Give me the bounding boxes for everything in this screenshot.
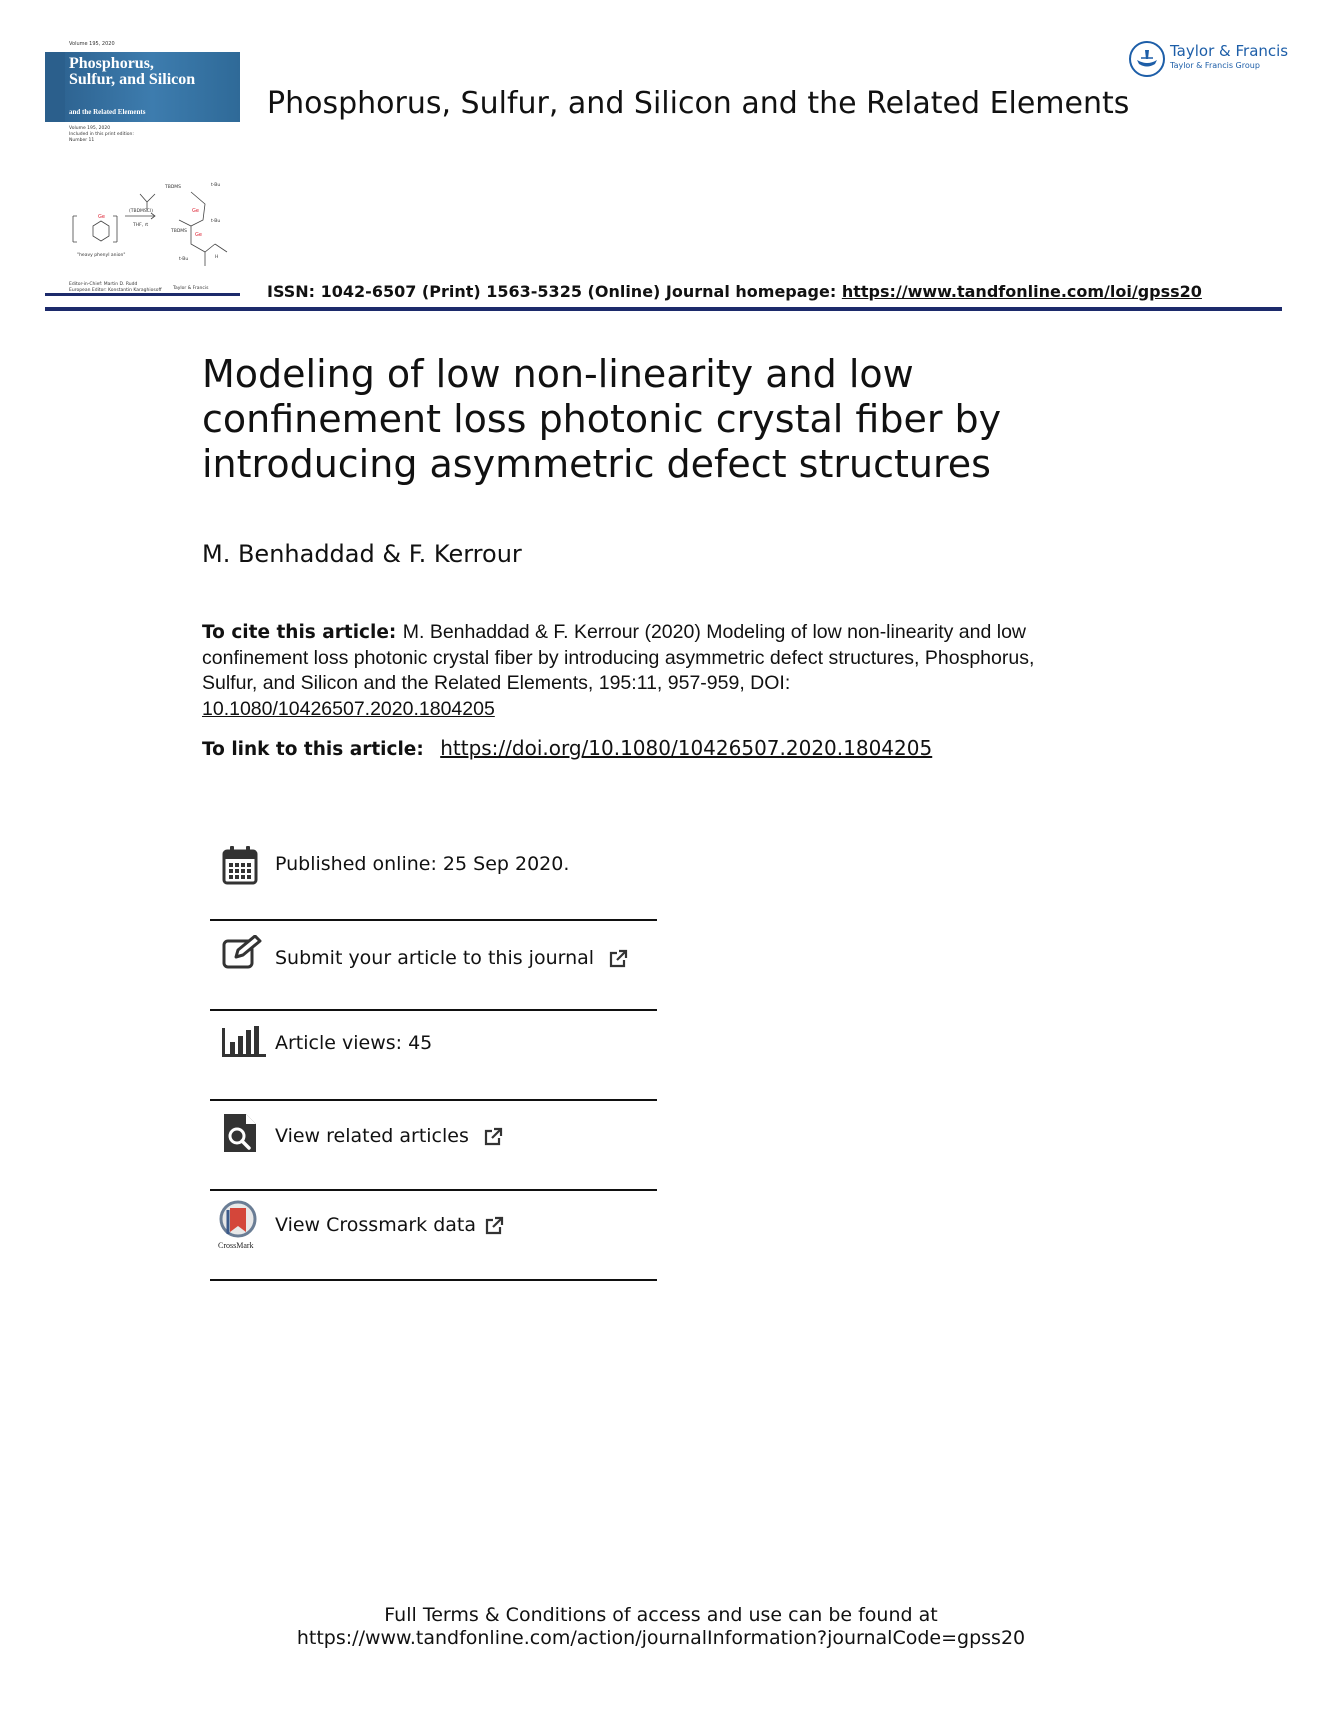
svg-text:THF, rt: THF, rt — [133, 223, 149, 228]
cover-subtitle: and the Related Elements — [69, 108, 146, 116]
svg-text:TBDMS: TBDMS — [165, 185, 182, 190]
footer-terms-text: Full Terms & Conditions of access and use can be found at — [384, 1604, 938, 1626]
publisher-logo[interactable] — [1128, 38, 1288, 78]
related-articles-row[interactable] — [210, 1112, 657, 1156]
footer-terms-link[interactable]: https://www.tandfonline.com/action/journalInformation?journalCode=gpss20 — [296, 1627, 1026, 1649]
terms-footer — [0, 1604, 1322, 1650]
published-online-text: Published online: 25 Sep 2020. — [275, 853, 570, 875]
external-link-icon — [484, 1216, 504, 1236]
cite-text: M. Benhaddad & F. Kerrour (2020) Modeling of low non-linearity and low confinement loss photonic crystal fiber by introducing asymmetric defect structures, Phosphorus, Sulfur, and Silicon and the Related Elements, 195:11, 957-959, DOI: — [202, 621, 1035, 694]
article-title: Modeling of low non-linearity and low confinement loss photonic crystal fiber by introducing asymmetric defect structures — [202, 352, 1002, 486]
cite-doi-link[interactable]: 10.1080/10426507.2020.1804205 — [202, 697, 495, 720]
cover-chemical-structure-image — [65, 174, 240, 274]
svg-text:Ge: Ge — [98, 214, 105, 220]
cover-volume-line: Volume 195, 2020 — [69, 41, 115, 47]
cover-title-band — [45, 52, 240, 122]
issn-text: ISSN: 1042-6507 (Print) 1563-5325 (Online) Journal homepage: — [267, 282, 842, 301]
article-views-row — [210, 1022, 657, 1062]
related-articles-link[interactable]: View related articles — [275, 1125, 469, 1147]
edit-icon — [222, 935, 262, 969]
cover-title: Phosphorus, Sulfur, and Silicon — [69, 55, 196, 88]
cover-editors: Editor-in-Chief: Martin D. Rudd European Editor: Konstantin Karaghiosoff — [69, 282, 162, 293]
svg-text:(TBDMSCl): (TBDMSCl) — [129, 209, 153, 214]
external-link-icon — [483, 1127, 503, 1147]
publisher-logo-icon — [1128, 40, 1166, 78]
svg-text:t-Bu: t-Bu — [211, 219, 221, 224]
cover-publisher: Taylor & Francis — [173, 286, 209, 291]
header-divider — [45, 307, 1282, 311]
search-document-icon — [222, 1112, 258, 1154]
citation-block — [202, 620, 1082, 722]
svg-text:t-Bu: t-Bu — [179, 257, 189, 262]
article-views-text: Article views: 45 — [275, 1032, 433, 1054]
crossmark-caption: CrossMark — [218, 1241, 254, 1250]
svg-text:H: H — [215, 255, 219, 260]
submit-article-row[interactable] — [210, 935, 657, 975]
crossmark-icon — [218, 1200, 262, 1250]
svg-text:"heavy phenyl anion": "heavy phenyl anion" — [77, 253, 126, 258]
publisher-name: Taylor & Francis — [1170, 42, 1289, 60]
svg-text:Ge: Ge — [192, 208, 199, 214]
cover-meta: Volume 195, 2020 Included in this print edition: Number 11 — [69, 126, 134, 143]
bar-chart-icon — [222, 1024, 266, 1058]
svg-text:t-Bu: t-Bu — [211, 183, 221, 188]
article-doi-link[interactable]: https://doi.org/10.1080/10426507.2020.1804205 — [440, 736, 933, 760]
cite-label: To cite this article: — [202, 622, 403, 643]
article-authors: M. Benhaddad & F. Kerrour — [202, 540, 522, 568]
svg-text:Ge: Ge — [195, 232, 202, 238]
svg-text:TBDMS: TBDMS — [171, 229, 188, 234]
journal-title: Phosphorus, Sulfur, and Silicon and the Related Elements — [267, 86, 1130, 121]
journal-homepage-link[interactable]: https://www.tandfonline.com/loi/gpss20 — [841, 282, 1202, 301]
publisher-group: Taylor & Francis Group — [1170, 61, 1260, 70]
published-online-row — [210, 845, 657, 889]
calendar-icon — [222, 845, 258, 885]
crossmark-link[interactable]: View Crossmark data — [275, 1214, 477, 1236]
crossmark-row[interactable] — [210, 1200, 657, 1250]
issn-line — [267, 282, 1202, 301]
journal-cover-thumbnail — [45, 38, 240, 296]
submit-article-link[interactable]: Submit your article to this journal — [275, 947, 595, 969]
external-link-icon — [608, 949, 628, 969]
link-label: To link to this article: — [202, 739, 431, 760]
article-link-row — [202, 736, 932, 760]
